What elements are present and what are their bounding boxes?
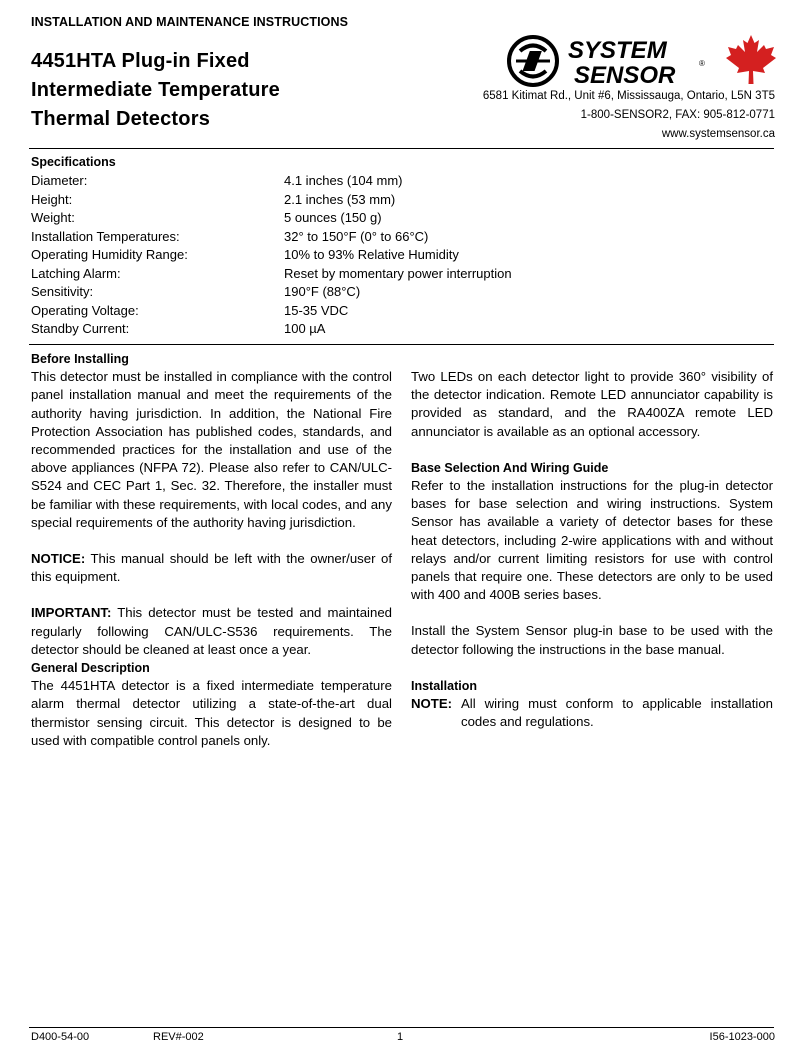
spec-label: Standby Current: bbox=[31, 321, 130, 336]
footer-page-number: 1 bbox=[397, 1031, 404, 1043]
installation-note bbox=[411, 695, 773, 731]
specifications-heading: Specifications bbox=[31, 155, 116, 169]
notice-text: This manual should be left with the owner/user of this equipment. bbox=[31, 551, 392, 585]
spec-value: 2.1 inches (53 mm) bbox=[284, 191, 396, 207]
spec-value: 100 µA bbox=[284, 321, 326, 336]
footer-part-number: I56-1023-000 bbox=[709, 1031, 775, 1043]
spec-value: 5 ounces (150 g) bbox=[284, 210, 382, 225]
spec-label: Operating Humidity Range: bbox=[31, 247, 188, 262]
system-sensor-logo bbox=[506, 34, 712, 88]
spec-label: Weight: bbox=[31, 210, 75, 225]
spec-value: 4.1 inches (104 mm) bbox=[284, 173, 403, 188]
left-column bbox=[31, 350, 392, 750]
spec-label: Operating Voltage: bbox=[31, 302, 139, 318]
title-line-3: Thermal Detectors bbox=[31, 108, 211, 130]
specifications-divider bbox=[29, 344, 774, 345]
important-text: This detector must be tested and maintained regularly following CAN/ULC-S536 requirements. The detector should be cleaned at least once a year. bbox=[31, 605, 392, 657]
company-website[interactable]: www.systemsensor.ca bbox=[661, 128, 775, 140]
maple-leaf-icon bbox=[723, 34, 779, 86]
spec-label: Height: bbox=[31, 191, 73, 207]
installation-heading: Installation bbox=[411, 678, 477, 693]
logo-mark-icon bbox=[509, 37, 557, 85]
spec-label: Installation Temperatures: bbox=[31, 228, 180, 244]
leds-text: Two LEDs on each detector light to provide 360° visibility of the detector indication. Remote LED annunciator capability is provided as standard, and the RA400ZA remote LED annunciator is available as an optional accessory. bbox=[411, 369, 773, 439]
install-base-text: Install the System Sensor plug-in base to be used with the detector following the instructions in the base manual. bbox=[411, 623, 773, 657]
logo-text-sensor: SENSOR bbox=[574, 62, 676, 88]
document-type-header: INSTALLATION AND MAINTENANCE INSTRUCTIONS bbox=[31, 15, 349, 29]
spec-value: 15-35 VDC bbox=[284, 302, 349, 318]
important-label: IMPORTANT: bbox=[31, 605, 112, 621]
spec-label: Latching Alarm: bbox=[31, 265, 121, 281]
company-address: 6581 Kitimat Rd., Unit #6, Mississauga, Ontario, L5N 3T5 bbox=[482, 90, 775, 102]
spec-value: Reset by momentary power interruption bbox=[284, 265, 512, 281]
company-phone-fax: 1-800-SENSOR2, FAX: 905-812-0771 bbox=[580, 109, 775, 121]
general-description-text: The 4451HTA detector is a fixed intermediate temperature alarm thermal detector utilizing a state-of-the-art dual thermistor sensing circuit. This detector is designed to be used with compatible control panels only. bbox=[31, 678, 392, 748]
spec-label: Sensitivity: bbox=[31, 284, 94, 299]
right-column bbox=[411, 368, 773, 731]
general-description-heading: General Description bbox=[31, 661, 150, 676]
title-line-2: Intermediate Temperature bbox=[31, 79, 280, 101]
notice-paragraph bbox=[31, 550, 392, 586]
registered-mark: ® bbox=[699, 59, 705, 68]
note-text: All wiring must conform to applicable installation codes and regulations. bbox=[461, 696, 773, 730]
logo-text-system: SYSTEM bbox=[568, 37, 667, 64]
spec-value: 190°F (88°C) bbox=[284, 284, 361, 299]
footer-revision: REV#-002 bbox=[153, 1031, 204, 1043]
notice-label: NOTICE: bbox=[31, 551, 86, 567]
title-line-1: 4451HTA Plug-in Fixed bbox=[31, 50, 250, 72]
spec-label: Diameter: bbox=[31, 173, 88, 188]
important-paragraph bbox=[31, 604, 392, 659]
footer-doc-code: D400-54-00 bbox=[31, 1031, 90, 1043]
note-label: NOTE: bbox=[411, 696, 453, 712]
spec-value: 32° to 150°F (0° to 66°C) bbox=[284, 228, 429, 244]
before-installing-heading: Before Installing bbox=[31, 352, 129, 366]
header-divider bbox=[29, 148, 774, 149]
before-installing-text: This detector must be installed in compliance with the control panel installation manual and meet the requirements of the authority having jurisdiction. In addition, the National Fire Protection Association has published codes, standards, and recommended practices for the installation and use of the above appliances (NFPA 72). Please also refer to CAN/ULC-S524 and CEC Part 1, Sec. 32. Therefore, the installer must be familiar with these requirements, with local codes, and any special requirements of the authority having jurisdiction. bbox=[31, 369, 392, 530]
spec-value: 10% to 93% Relative Humidity bbox=[284, 247, 459, 262]
base-selection-text: Refer to the installation instructions for the plug-in detector bases for base selection and wiring instructions. System Sensor has available a variety of detector bases for these heat detectors, including 2-wire applications with and without relays and/or current limiting resistors for use with control panels that require one. These detectors are only to be used with 400 and 400B series bases. bbox=[411, 478, 773, 603]
footer-divider bbox=[29, 1027, 774, 1028]
base-selection-heading: Base Selection And Wiring Guide bbox=[411, 460, 609, 475]
